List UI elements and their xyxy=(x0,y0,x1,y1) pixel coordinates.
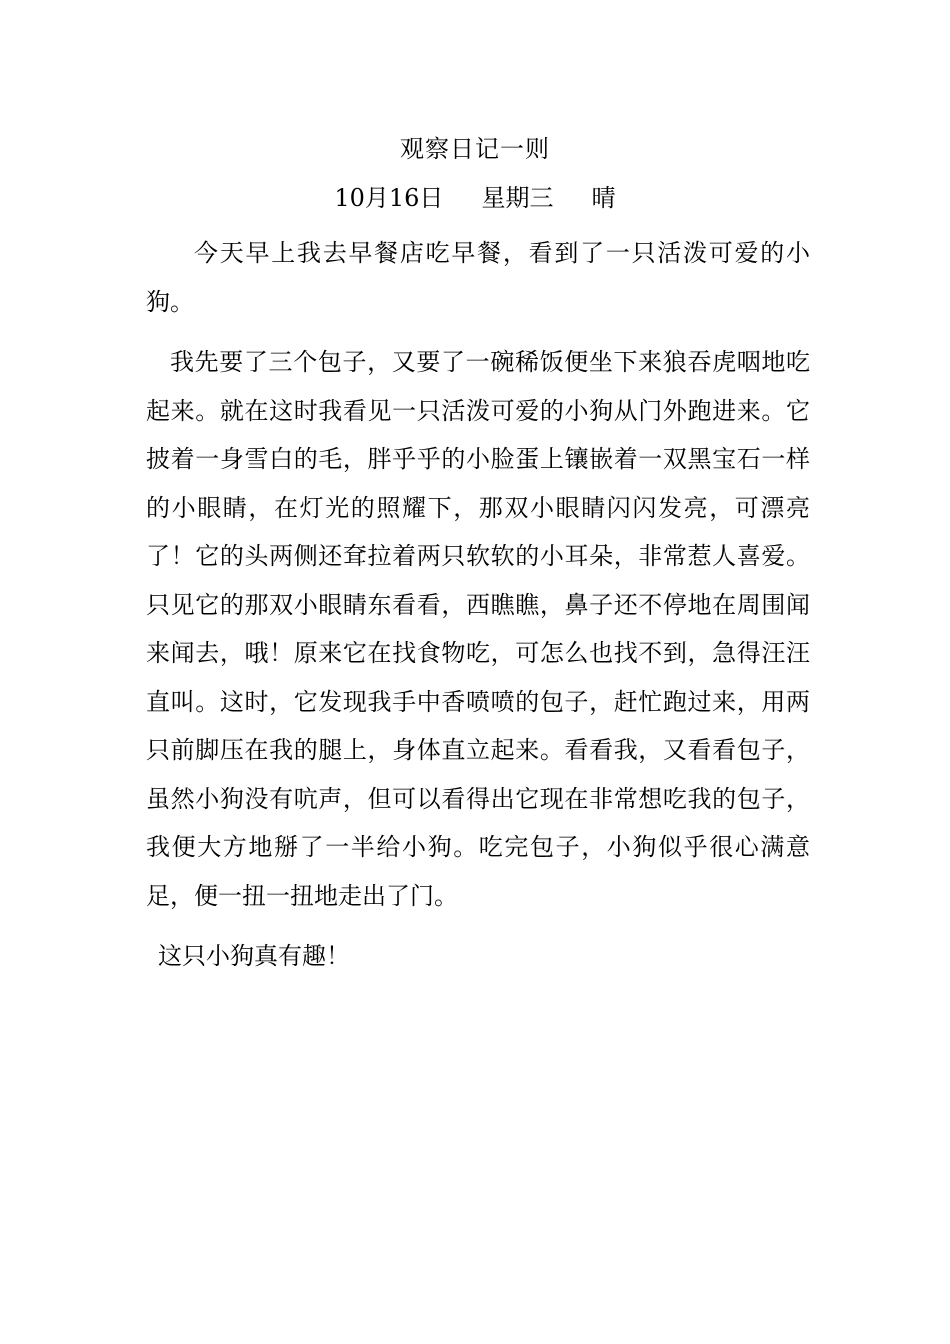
paragraph-intro: 今天早上我去早餐店吃早餐，看到了一只活泼可爱的小狗。 xyxy=(146,239,810,316)
document-body xyxy=(146,229,810,981)
date-line: 10月16日 星期三 晴 xyxy=(334,184,616,212)
paragraph-closing: 这只小狗真有趣！ xyxy=(158,942,350,970)
document-title: 观察日记一则 xyxy=(400,135,550,163)
paragraph-main: 我先要了三个包子，又要了一碗稀饭便坐下来狼吞虎咽地吃起来。就在这时我看见一只活泼可爱的小狗从门外跑进来。它披着一身雪白的毛，胖乎乎的小脸蛋上镶嵌着一双黑宝石一样的小眼睛，在灯光的照耀下，那双小眼睛闪闪发亮，可漂亮了！它的头两侧还耷拉着两只软软的小耳朵，非常惹人喜爱。只见它的那双小眼睛东看看，西瞧瞧，鼻子还不停地在周围闻来闻去，哦！原来它在找食物吃，可怎么也找不到，急得汪汪直叫。这时，它发现我手中香喷喷的包子，赶忙跑过来，用两只前脚压在我的腿上，身体直立起来。看看我，又看看包子，虽然小狗没有吭声，但可以看得出它现在非常想吃我的包子，我便大方地掰了一半给小狗。吃完包子，小狗似乎很心满意足，便一扭一扭地走出了门。 xyxy=(146,348,810,910)
